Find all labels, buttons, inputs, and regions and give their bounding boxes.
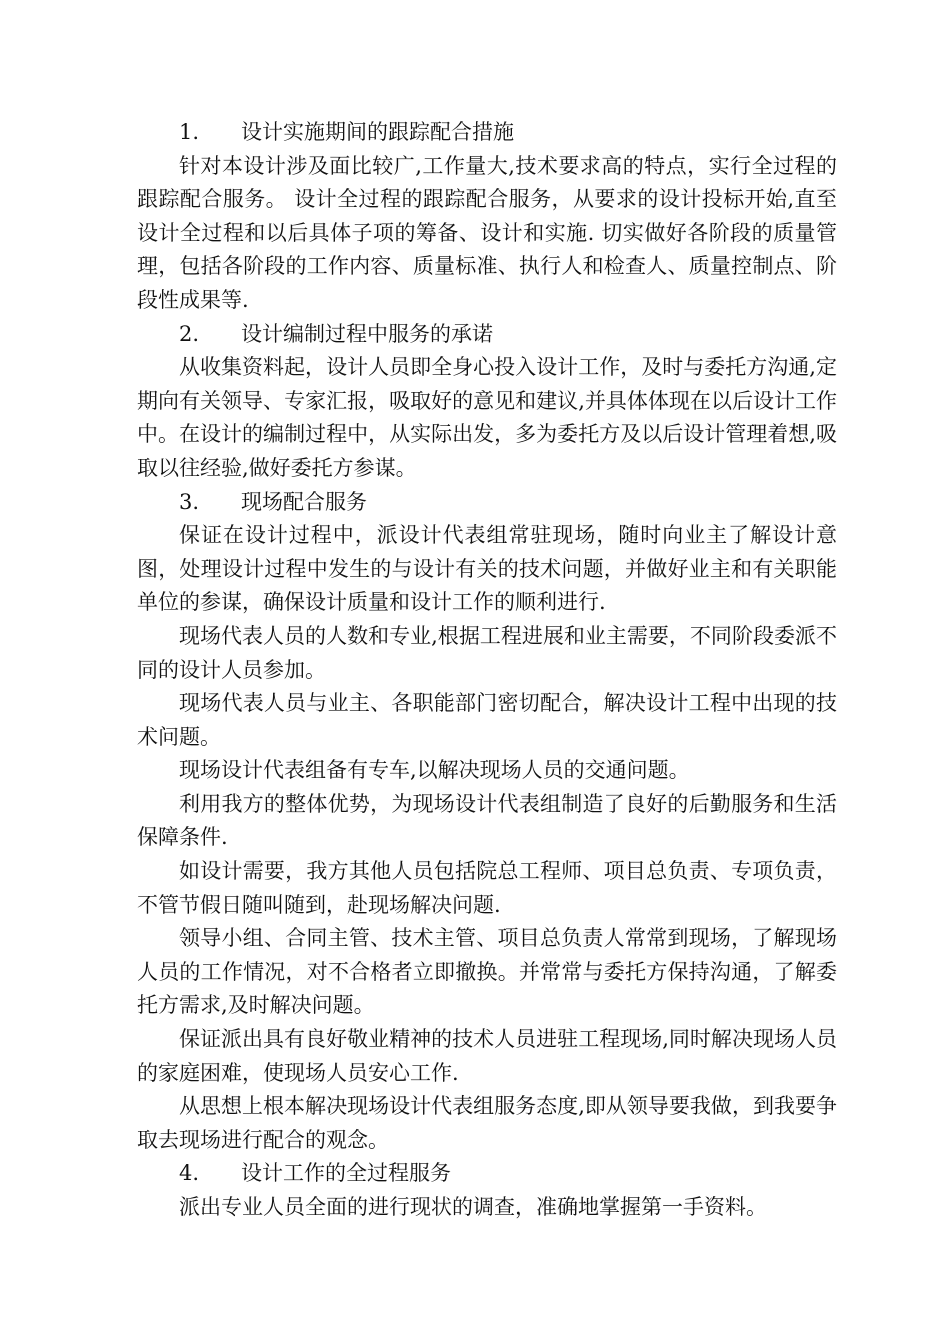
- section-number: 3.: [179, 489, 200, 514]
- paragraph: 从收集资料起，设计人员即全身心投入设计工作，及时与委托方沟通,定期向有关领导、专家汇报，吸取好的意见和建议,并具体体现在以后设计工作中。在设计的编制过程中，从实际出发，多为委托方及以后设计管理着想,吸取以往经验,做好委托方参谋。: [137, 355, 837, 480]
- paragraph: 派出专业人员全面的进行现状的调查，准确地掌握第一手资料。: [179, 1195, 767, 1219]
- section-heading-2: [137, 318, 837, 352]
- section-heading-4: [137, 1157, 837, 1191]
- paragraph: 如设计需要，我方其他人员包括院总工程师、项目总负责、专项负责，不管节假日随叫随到，赴现场解决问题.: [137, 859, 837, 917]
- section-title: 设计编制过程中服务的承诺: [241, 321, 493, 346]
- section-title: 现场配合服务: [241, 489, 367, 514]
- section-heading-3: [137, 486, 837, 520]
- section-title: 设计工作的全过程服务: [241, 1161, 451, 1186]
- paragraph: 现场代表人员与业主、各职能部门密切配合，解决设计工程中出现的技术问题。: [137, 691, 837, 749]
- paragraph: 现场代表人员的人数和专业,根据工程进展和业主需要，不同阶段委派不同的设计人员参加。: [137, 623, 837, 682]
- paragraph: 从思想上根本解决现场设计代表组服务态度,即从领导要我做，到我要争取去现场进行配合的观念。: [137, 1094, 837, 1152]
- document-page: [137, 116, 837, 1225]
- paragraph: 保证派出具有良好敬业精神的技术人员进驻工程现场,同时解决现场人员的家庭困难，使现场人员安心工作.: [137, 1027, 837, 1085]
- section-number: 2.: [179, 321, 200, 346]
- section-title: 设计实施期间的跟踪配合措施: [241, 120, 514, 144]
- section-number: 4.: [179, 1161, 200, 1186]
- paragraph: 利用我方的整体优势，为现场设计代表组制造了良好的后勤服务和生活保障条件.: [137, 791, 837, 850]
- paragraph: 保证在设计过程中，派设计代表组常驻现场，随时向业主了解设计意图，处理设计过程中发生的与设计有关的技术问题，并做好业主和有关职能单位的参谋，确保设计质量和设计工作的顺利进行.: [137, 523, 837, 615]
- paragraph: 针对本设计涉及面比较广,工作量大,技术要求高的特点，实行全过程的跟踪配合服务。 设计全过程的跟踪配合服务，从要求的设计投标开始,直至设计全过程和以后具体子项的筹备、设计和实施. 切实做好各阶段的质量管理，包括各阶段的工作内容、质量标准、执行人和检查人、质量控制点、阶段性成果等.: [137, 153, 837, 312]
- paragraph: 现场设计代表组备有专车,以解决现场人员的交通问题。: [179, 758, 690, 783]
- section-heading-1: [137, 116, 837, 150]
- paragraph: 领导小组、合同主管、技术主管、项目总负责人常常到现场，了解现场人员的工作情况，对不合格者立即撤换。并常常与委托方保持沟通，了解委托方需求,及时解决问题。: [137, 926, 837, 1018]
- section-number: 1.: [179, 120, 200, 144]
